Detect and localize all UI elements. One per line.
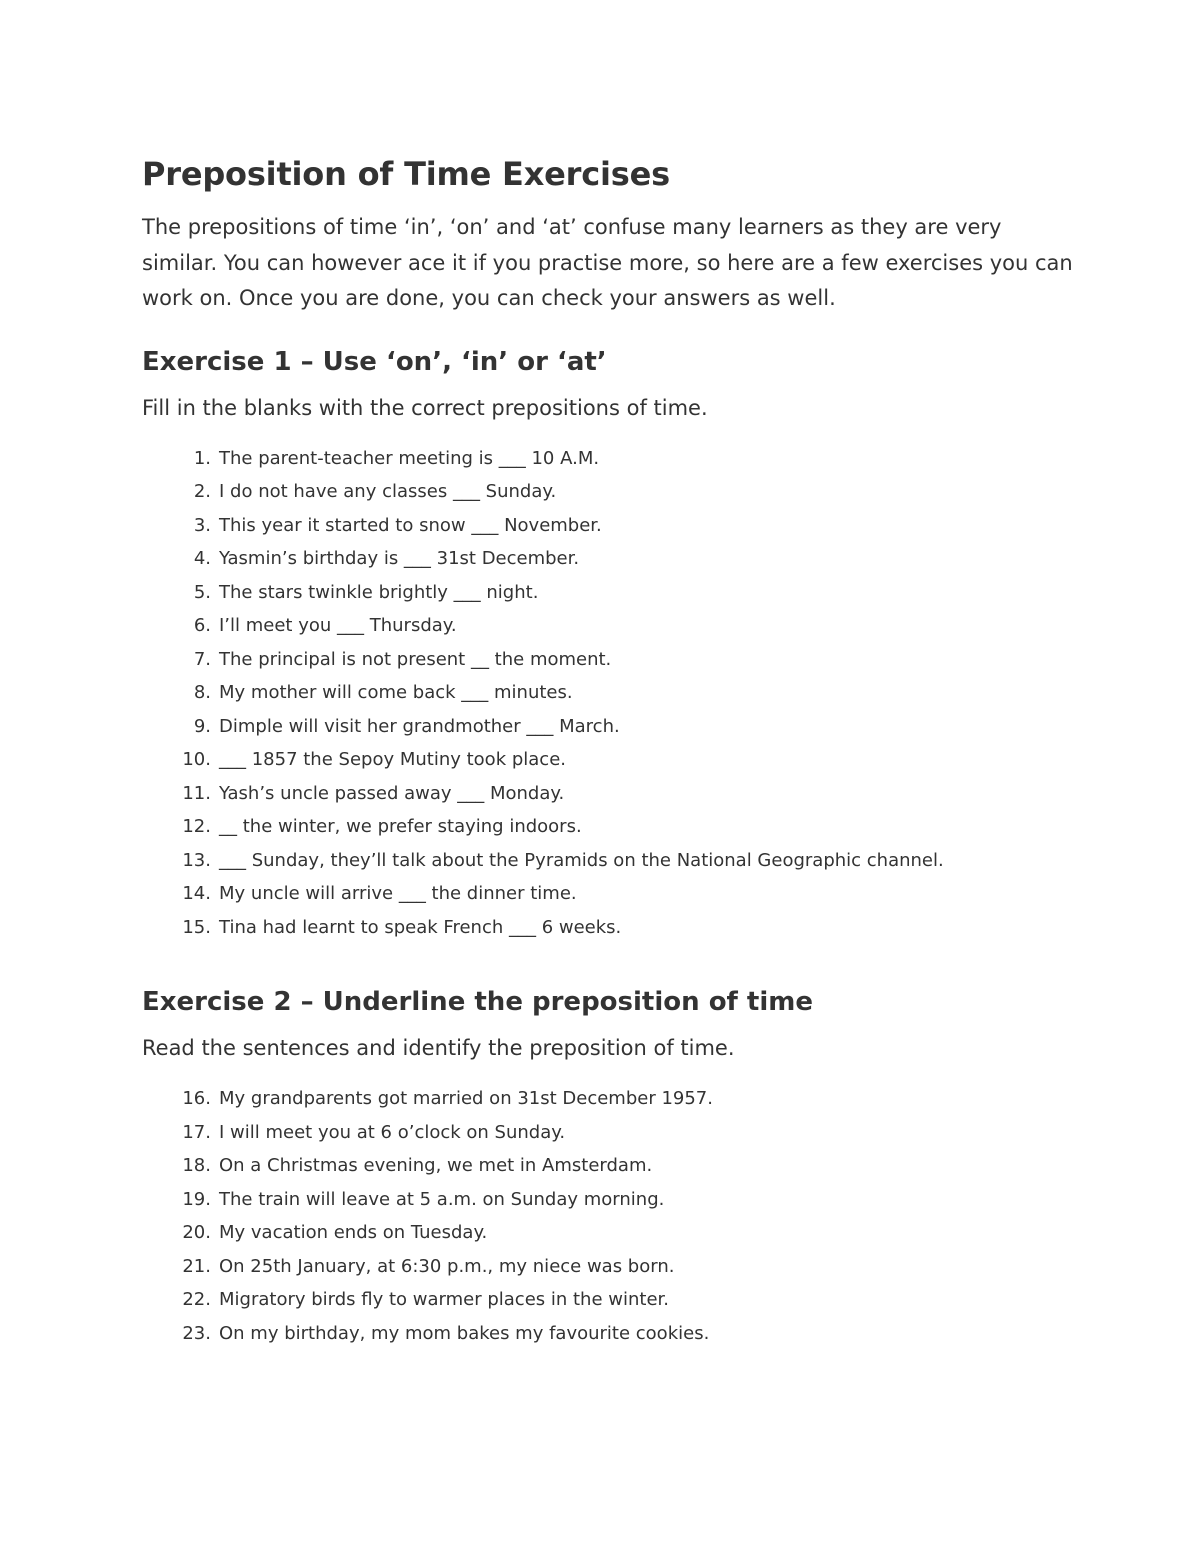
list-item — [142, 676, 1082, 710]
list-item-text: Dimple will visit her grandmother ___ March. — [219, 715, 620, 737]
list-item-number: 6. — [193, 615, 211, 636]
list-item-number: 5. — [193, 581, 211, 603]
list-item — [142, 1283, 1082, 1317]
list-item — [142, 710, 1082, 744]
list-item-number: 2. — [193, 481, 211, 502]
list-item-number: 19. — [182, 1188, 211, 1210]
list-item-number: 3. — [193, 514, 211, 536]
list-item-text: __ the winter, we prefer staying indoors. — [219, 816, 582, 837]
list-item — [142, 509, 1082, 543]
list-item-text: Yash’s uncle passed away ___ Monday. — [219, 782, 565, 804]
list-item-number: 20. — [182, 1222, 211, 1243]
page-title: Preposition of Time Exercises — [142, 155, 670, 193]
list-item-text: My vacation ends on Tuesday. — [219, 1222, 488, 1243]
list-item — [142, 1183, 1082, 1217]
list-item — [142, 1317, 1082, 1351]
list-item-number: 4. — [193, 548, 211, 569]
list-item — [142, 1250, 1082, 1284]
list-item — [142, 877, 1082, 911]
list-item-number: 1. — [193, 447, 211, 469]
list-item-number: 18. — [182, 1155, 211, 1176]
list-item-text: My mother will come back ___ minutes. — [219, 682, 573, 703]
list-item-number: 8. — [193, 682, 211, 703]
list-item-text: On my birthday, my mom bakes my favourite cookies. — [219, 1322, 710, 1344]
exercise-2-section — [142, 982, 1082, 1350]
exercise-1-instruction: Fill in the blanks with the correct prepositions of time. — [142, 395, 708, 420]
intro-paragraph: The prepositions of time ‘in’, ‘on’ and ‘at’ confuse many learners as they are very similar. You can however ace it if you practise more, so here are a few exercises you can work on. Once you are done, you can check your answers as well. — [142, 215, 1073, 310]
list-item-number: 12. — [182, 816, 211, 837]
list-item-number: 23. — [182, 1322, 211, 1344]
list-item-text: The stars twinkle brightly ___ night. — [219, 581, 539, 603]
list-item-number: 10. — [182, 749, 211, 770]
list-item-text: Yasmin’s birthday is ___ 31st December. — [219, 548, 580, 569]
exercise-2-instruction: Read the sentences and identify the preposition of time. — [142, 1036, 735, 1060]
list-item-text: The parent-teacher meeting is ___ 10 A.M. — [219, 447, 600, 469]
exercise-1-list — [142, 442, 1082, 945]
list-item-text: On 25th January, at 6:30 p.m., my niece was born. — [219, 1255, 675, 1277]
list-item — [142, 609, 1082, 643]
list-item-text: ___ Sunday, they’ll talk about the Pyramids on the National Geographic channel. — [219, 849, 944, 871]
list-item — [142, 743, 1082, 777]
list-item — [142, 442, 1082, 476]
list-item — [142, 1116, 1082, 1150]
list-item — [142, 643, 1082, 677]
exercise-1-title: Exercise 1 – Use ‘on’, ‘in’ or ‘at’ — [142, 346, 607, 377]
list-item-number: 16. — [182, 1088, 211, 1109]
list-item-number: 17. — [182, 1121, 211, 1143]
list-item-text: My uncle will arrive ___ the dinner time. — [219, 883, 577, 904]
list-item — [142, 810, 1082, 844]
list-item-text: The train will leave at 5 a.m. on Sunday morning. — [219, 1188, 665, 1210]
list-item-text: I will meet you at 6 o’clock on Sunday. — [219, 1121, 566, 1143]
list-item-number: 14. — [182, 883, 211, 904]
list-item — [142, 542, 1082, 576]
list-item — [142, 475, 1082, 509]
list-item-text: This year it started to snow ___ November. — [219, 514, 602, 536]
list-item-text: Tina had learnt to speak French ___ 6 weeks. — [219, 916, 622, 938]
list-item-number: 11. — [182, 782, 211, 804]
list-item-text: ___ 1857 the Sepoy Mutiny took place. — [219, 749, 566, 770]
list-item-text: I’ll meet you ___ Thursday. — [219, 615, 457, 636]
exercise-2-list — [142, 1082, 1082, 1350]
list-item-number: 13. — [182, 849, 211, 871]
list-item-text: Migratory birds fly to warmer places in the winter. — [219, 1289, 669, 1310]
list-item — [142, 576, 1082, 610]
list-item — [142, 1216, 1082, 1250]
document-page — [142, 150, 1082, 1350]
list-item — [142, 777, 1082, 811]
list-item-number: 21. — [182, 1255, 211, 1277]
list-item-text: On a Christmas evening, we met in Amsterdam. — [219, 1155, 653, 1176]
exercise-2-title: Exercise 2 – Underline the preposition of time — [142, 987, 813, 1017]
list-item-number: 9. — [193, 715, 211, 737]
list-item-text: My grandparents got married on 31st December 1957. — [219, 1088, 713, 1109]
list-item-text: The principal is not present __ the moment. — [219, 648, 612, 670]
list-item — [142, 911, 1082, 945]
list-item-number: 15. — [182, 916, 211, 938]
list-item — [142, 844, 1082, 878]
list-item — [142, 1082, 1082, 1116]
list-item — [142, 1149, 1082, 1183]
list-item-text: I do not have any classes ___ Sunday. — [219, 481, 557, 502]
list-item-number: 22. — [182, 1289, 211, 1310]
exercise-1-section — [142, 342, 1082, 945]
list-item-number: 7. — [193, 648, 211, 670]
